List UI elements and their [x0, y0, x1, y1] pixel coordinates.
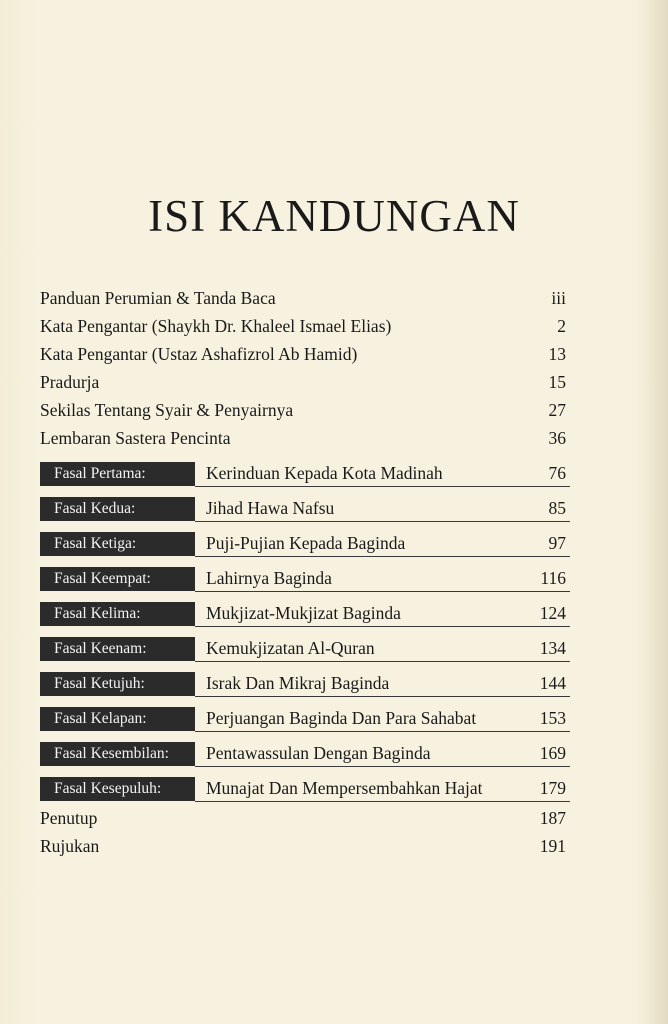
toc-entry — [40, 804, 566, 832]
toc-entry — [40, 340, 566, 368]
chapter-underline — [195, 661, 570, 662]
toc-entry-title: Lembaran Sastera Pencinta — [40, 428, 231, 448]
toc-entry-title: Pradurja — [40, 372, 100, 392]
chapter-row — [40, 742, 570, 768]
chapter-label: Fasal Keenam: — [40, 637, 195, 661]
chapter-label: Fasal Kedua: — [40, 497, 195, 521]
toc-entry-title: Panduan Perumian & Tanda Baca — [40, 288, 276, 308]
chapter-underline — [195, 626, 570, 627]
chapter-underline — [195, 556, 570, 557]
chapter-page: 116 — [540, 568, 566, 588]
toc-entry-title: Kata Pengantar (Ustaz Ashafizrol Ab Hamid) — [40, 344, 358, 364]
chapter-title: Perjuangan Baginda Dan Para Sahabat — [206, 708, 477, 728]
chapter-underline — [195, 731, 570, 732]
chapter-title: Israk Dan Mikraj Baginda — [206, 673, 390, 693]
chapter-label: Fasal Ketiga: — [40, 532, 195, 556]
toc-entry-page: 36 — [548, 428, 566, 448]
toc-entry-page: 15 — [548, 372, 566, 392]
chapter-underline — [195, 521, 570, 522]
chapter-page: 179 — [539, 778, 566, 798]
chapter-page: 153 — [539, 708, 566, 728]
page-spine-shadow — [642, 0, 668, 1024]
toc-entry-title: Sekilas Tentang Syair & Penyairnya — [40, 400, 294, 420]
chapter-row — [40, 637, 570, 663]
page-title: ISI KANDUNGAN — [148, 191, 520, 241]
chapter-label: Fasal Pertama: — [40, 462, 195, 486]
chapter-row — [40, 672, 570, 698]
toc-entry-page: 187 — [539, 808, 566, 828]
chapter-underline — [195, 801, 570, 802]
chapter-label: Fasal Kelima: — [40, 602, 195, 626]
toc-entry-page: 13 — [548, 344, 566, 364]
toc-entry-title: Kata Pengantar (Shaykh Dr. Khaleel Ismael Elias) — [40, 316, 392, 336]
chapter-underline — [195, 696, 570, 697]
chapter-title: Kemukjizatan Al-Quran — [206, 638, 375, 658]
chapter-page: 169 — [539, 743, 566, 763]
chapter-row — [40, 602, 570, 628]
chapter-label: Fasal Kesepuluh: — [40, 777, 195, 801]
chapter-page: 144 — [539, 673, 566, 693]
chapter-title: Kerinduan Kepada Kota Madinah — [206, 463, 443, 483]
chapter-title: Munajat Dan Mempersembahkan Hajat — [206, 778, 483, 798]
chapter-label: Fasal Kesembilan: — [40, 742, 195, 766]
toc-entry-page: 2 — [557, 316, 566, 336]
chapter-page: 124 — [539, 603, 566, 623]
chapter-underline — [195, 591, 570, 592]
chapter-title: Mukjizat-Mukjizat Baginda — [206, 603, 401, 623]
toc-entry-page: 191 — [539, 836, 566, 856]
toc-entry — [40, 312, 566, 340]
chapter-title: Puji-Pujian Kepada Baginda — [206, 533, 406, 553]
toc-entry-title: Rujukan — [40, 836, 100, 856]
toc-entry — [40, 396, 566, 424]
toc-entry — [40, 832, 566, 860]
chapter-row — [40, 707, 570, 733]
chapter-row — [40, 462, 570, 488]
chapter-page: 134 — [539, 638, 566, 658]
chapter-row — [40, 567, 570, 593]
toc-entry — [40, 424, 566, 452]
chapter-row — [40, 777, 570, 803]
chapter-row — [40, 532, 570, 558]
toc-entry-page: iii — [551, 288, 566, 308]
chapter-page: 85 — [548, 498, 566, 518]
chapter-page: 76 — [548, 463, 566, 483]
chapter-label: Fasal Kelapan: — [40, 707, 195, 731]
toc-entry — [40, 284, 566, 312]
chapter-page: 97 — [548, 533, 566, 553]
chapter-label: Fasal Keempat: — [40, 567, 195, 591]
toc-entry-title: Penutup — [40, 808, 98, 828]
chapter-label: Fasal Ketujuh: — [40, 672, 195, 696]
chapter-row — [40, 497, 570, 523]
chapter-title: Pentawassulan Dengan Baginda — [206, 743, 431, 763]
chapter-title: Jihad Hawa Nafsu — [206, 498, 335, 518]
chapter-title: Lahirnya Baginda — [206, 568, 332, 588]
toc-entry-page: 27 — [548, 400, 566, 420]
toc-entry — [40, 368, 566, 396]
chapter-underline — [195, 766, 570, 767]
chapter-underline — [195, 486, 570, 487]
